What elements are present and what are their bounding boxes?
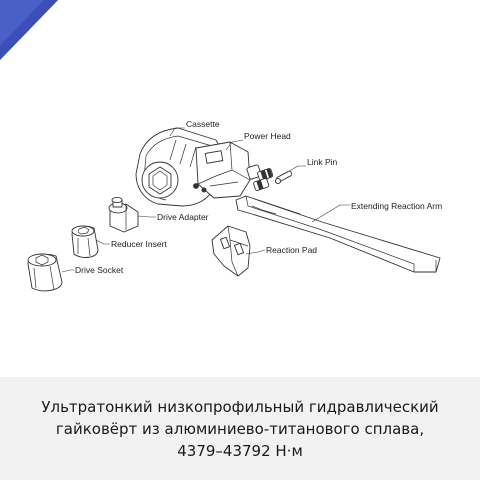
label-power-head: Power Head — [244, 131, 291, 141]
caption-line-2: гайковёрт из алюминиево-титанового сплава, — [55, 419, 425, 438]
drive-adapter — [109, 197, 138, 232]
leader-drive-adapter — [138, 216, 156, 217]
label-reducer-insert: Reducer Insert — [111, 239, 167, 249]
leader-reducer-insert — [96, 240, 110, 244]
power-head — [193, 142, 273, 198]
label-drive-adapter: Drive Adapter — [157, 212, 209, 222]
leader-extending-reaction-arm — [312, 205, 350, 222]
label-reaction-pad: Reaction Pad — [266, 245, 318, 255]
reaction-pad — [212, 226, 250, 276]
reducer-insert — [72, 226, 98, 257]
label-cassette: Cassette — [186, 119, 220, 129]
leader-drive-socket — [62, 270, 74, 272]
caption-line-1: Ультратонкий низкопрофильный гидравлический — [41, 397, 439, 416]
drive-socket — [28, 254, 62, 291]
label-drive-socket: Drive Socket — [75, 265, 124, 275]
link-pin — [275, 170, 292, 183]
label-extending-reaction-arm: Extending Reaction Arm — [351, 201, 443, 211]
product-caption — [0, 377, 480, 480]
caption-line-3: 4379–43792 Н·м — [177, 441, 303, 460]
label-link-pin: Link Pin — [307, 157, 338, 167]
